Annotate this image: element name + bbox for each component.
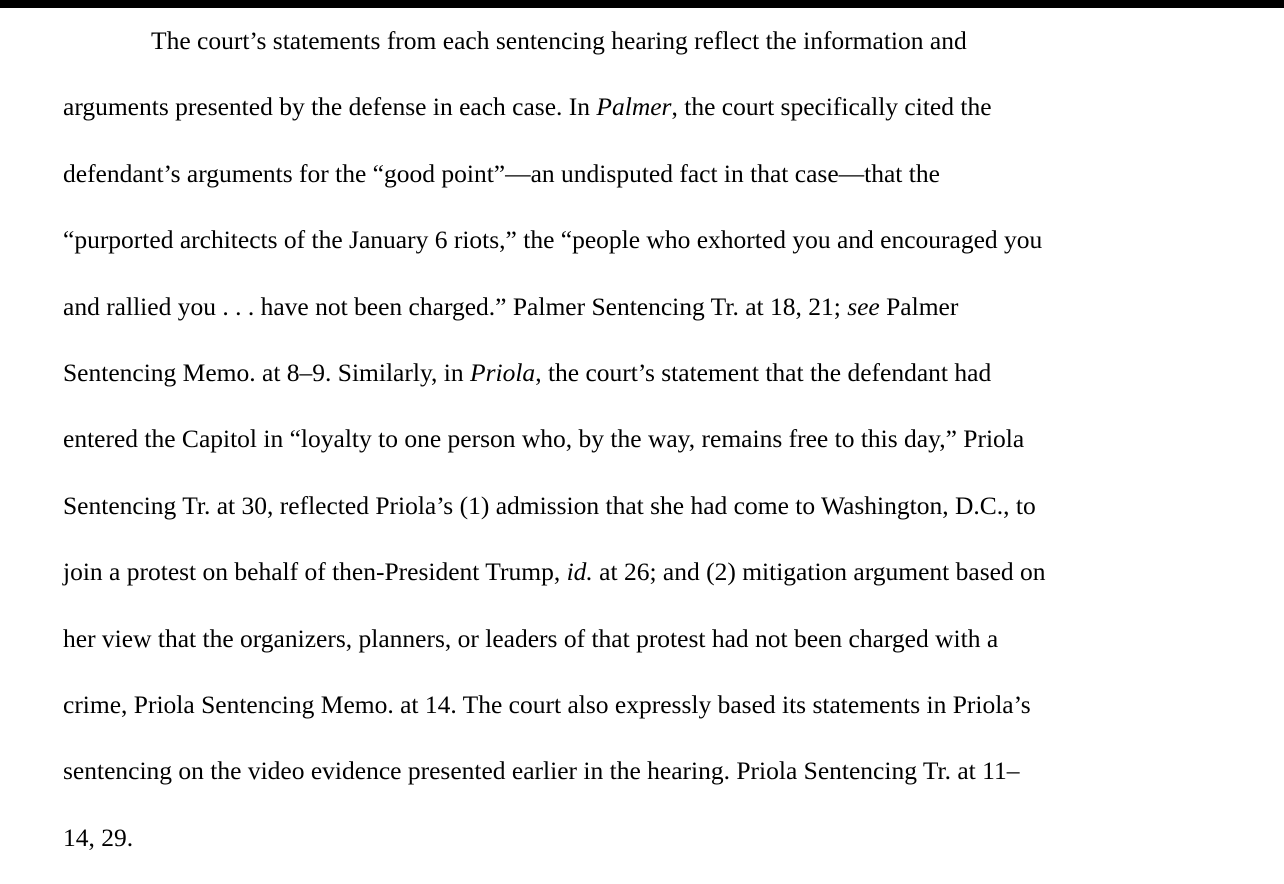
text-line: [63, 21, 1213, 87]
text-line: [63, 486, 1213, 552]
text-segment: , the court’s statement that the defendant had: [535, 357, 992, 387]
text-line: [63, 287, 1213, 353]
text-line: [63, 751, 1213, 817]
text-line: [63, 818, 1213, 884]
italic-text: Palmer: [596, 92, 672, 122]
text-segment: Palmer: [879, 291, 959, 321]
text-segment: , the court specifically cited the: [671, 92, 992, 122]
text-segment: Sentencing Tr. at 30, reflected Priola’s (1) admission that she had come to Washington, D.C., to: [63, 490, 1036, 520]
text-segment: crime, Priola Sentencing Memo. at 14. The court also expressly based its statements in Priola’s: [63, 689, 1031, 719]
italic-text: Priola: [470, 357, 536, 387]
italic-text: id.: [566, 557, 593, 587]
text-segment: Sentencing Memo. at 8–9. Similarly, in: [63, 357, 471, 387]
top-edge-bar: [0, 0, 1284, 8]
text-segment: and rallied you . . . have not been charged.” Palmer Sentencing Tr. at 18, 21;: [63, 291, 848, 321]
text-line: [63, 552, 1213, 618]
text-segment: arguments presented by the defense in each case. In: [63, 92, 597, 122]
text-segment: 14, 29.: [63, 822, 134, 852]
text-segment: join a protest on behalf of then-President Trump,: [63, 557, 567, 587]
text-line: [63, 220, 1213, 286]
text-line: [63, 419, 1213, 485]
text-line: [63, 353, 1213, 419]
text-line: [63, 685, 1213, 751]
text-segment: sentencing on the video evidence presented earlier in the hearing. Priola Sentencing Tr. at 11–: [63, 756, 1020, 786]
text-line: [63, 619, 1213, 685]
text-line: [63, 87, 1213, 153]
text-segment: The court’s statements from each sentencing hearing reflect the information and: [151, 26, 967, 55]
text-segment: defendant’s arguments for the “good point”—an undisputed fact in that case—that the: [63, 158, 940, 188]
text-segment: “purported architects of the January 6 riots,” the “people who exhorted you and encouraged you: [63, 225, 1043, 255]
document-page: [63, 21, 1213, 884]
text-segment: her view that the organizers, planners, or leaders of that protest had not been charged with a: [63, 623, 999, 653]
text-segment: at 26; and (2) mitigation argument based on: [592, 557, 1046, 587]
text-segment: entered the Capitol in “loyalty to one person who, by the way, remains free to this day,” Priola: [63, 424, 1025, 454]
italic-text: see: [847, 291, 880, 321]
text-line: [63, 154, 1213, 220]
body-paragraph: [63, 21, 1213, 884]
